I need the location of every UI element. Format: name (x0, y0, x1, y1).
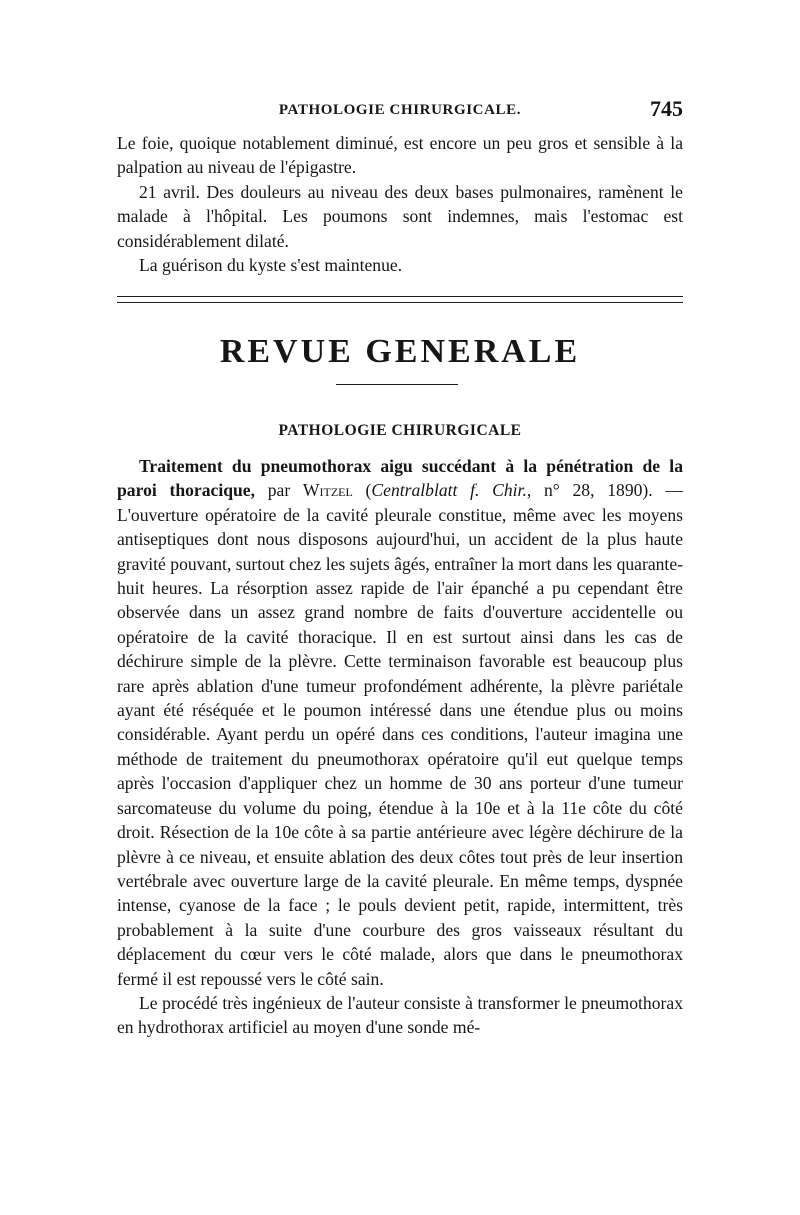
article-author: Witzel (302, 480, 353, 501)
running-title: PATHOLOGIE CHIRURGICALE. (278, 102, 522, 118)
paragraph-april: 21 avril. Des douleurs au niveau des deux bases pulmonaires, ramènent le malade à l'hôpital. Les poumons sont indemnes, mais l'estomac est considérablement dilaté. (117, 181, 683, 251)
article-block (117, 454, 683, 1040)
section-title: REVUE GENERALE (219, 333, 581, 370)
article-source-open: ( (352, 480, 372, 501)
paragraph-liver: Le foie, quoique notablement diminué, est encore un peu gros et sensible à la palpation au niveau de l'épigastre. (117, 133, 683, 178)
article-paragraph-2: Le procédé très ingénieux de l'auteur consiste à transformer le pneumothorax en hydrothorax artificiel au moyen d'une sonde mé- (117, 992, 683, 1038)
title-underline-rule (336, 384, 458, 385)
subsection-title: PATHOLOGIE CHIRURGICALE (278, 422, 522, 439)
rule-line-top (117, 296, 683, 297)
article-paragraph-1 (117, 454, 683, 991)
article-source-rest: , n° 28, 1890). (526, 480, 653, 501)
article-journal: Centralblatt f. Chir. (371, 480, 527, 501)
article-body-1: — L'ouverture opératoire de la cavité pleurale constitue, même avec les moyens antiseptiques dont nous disposons aujourd'hui, un accident de la plus haute gravité pouvant, surtout chez les sujets âgés, entraîner la mort dans les quarante-huit heures. La résorption assez rapide de l'air épanché a pu cependant être observée dans un assez grand nombre de faits d'ouverture accidentelle ou opératoire de la cavité thoracique. Il en est surtout ainsi dans les cas de déchirure simple de la plèvre. Cette terminaison favorable est beaucoup plus rare après ablation d'une tumeur profondément adhérente, la plèvre pariétale ayant été réséquée et le poumon intéressé dans une étendue plus ou moins considérable. Ayant perdu un opéré dans ces conditions, l'auteur imagina une méthode de traitement du pneumothorax opératoire qu'il eut quelque temps après l'occasion d'appliquer chez un homme de 30 ans porteur d'une tumeur sarcomateuse du volume du poing, étendue à la 10e et à la 11e côte du côté droit. Résection de la 10e côte à sa partie antérieure avec légère déchirure de la plèvre à ce niveau, et ensuite ablation des deux côtes tout près de leur insertion vertébrale avec ouverture large de la cavité pleurale. En même temps, dyspnée intense, cyanose de la face ; le pouls devient petit, rapide, intermittent, très probablement à la suite d'une courbure des gros vaisseaux résultant du déplacement du cœur vers le côté malade, alors que dans le pneumothorax fermé il est repoussé vers le côté sain. (117, 480, 683, 989)
running-header (117, 96, 683, 122)
rule-line-bottom (117, 302, 683, 303)
article-heading: Traitement du pneumothorax aigu succédant à la pénétration de la paroi thoracique, (117, 456, 683, 501)
top-text-block (117, 131, 683, 277)
double-rule-divider (117, 296, 683, 306)
article-by: par (255, 480, 303, 501)
paragraph-cure: La guérison du kyste s'est maintenue. (139, 255, 403, 276)
page-number: 745 (650, 96, 683, 121)
